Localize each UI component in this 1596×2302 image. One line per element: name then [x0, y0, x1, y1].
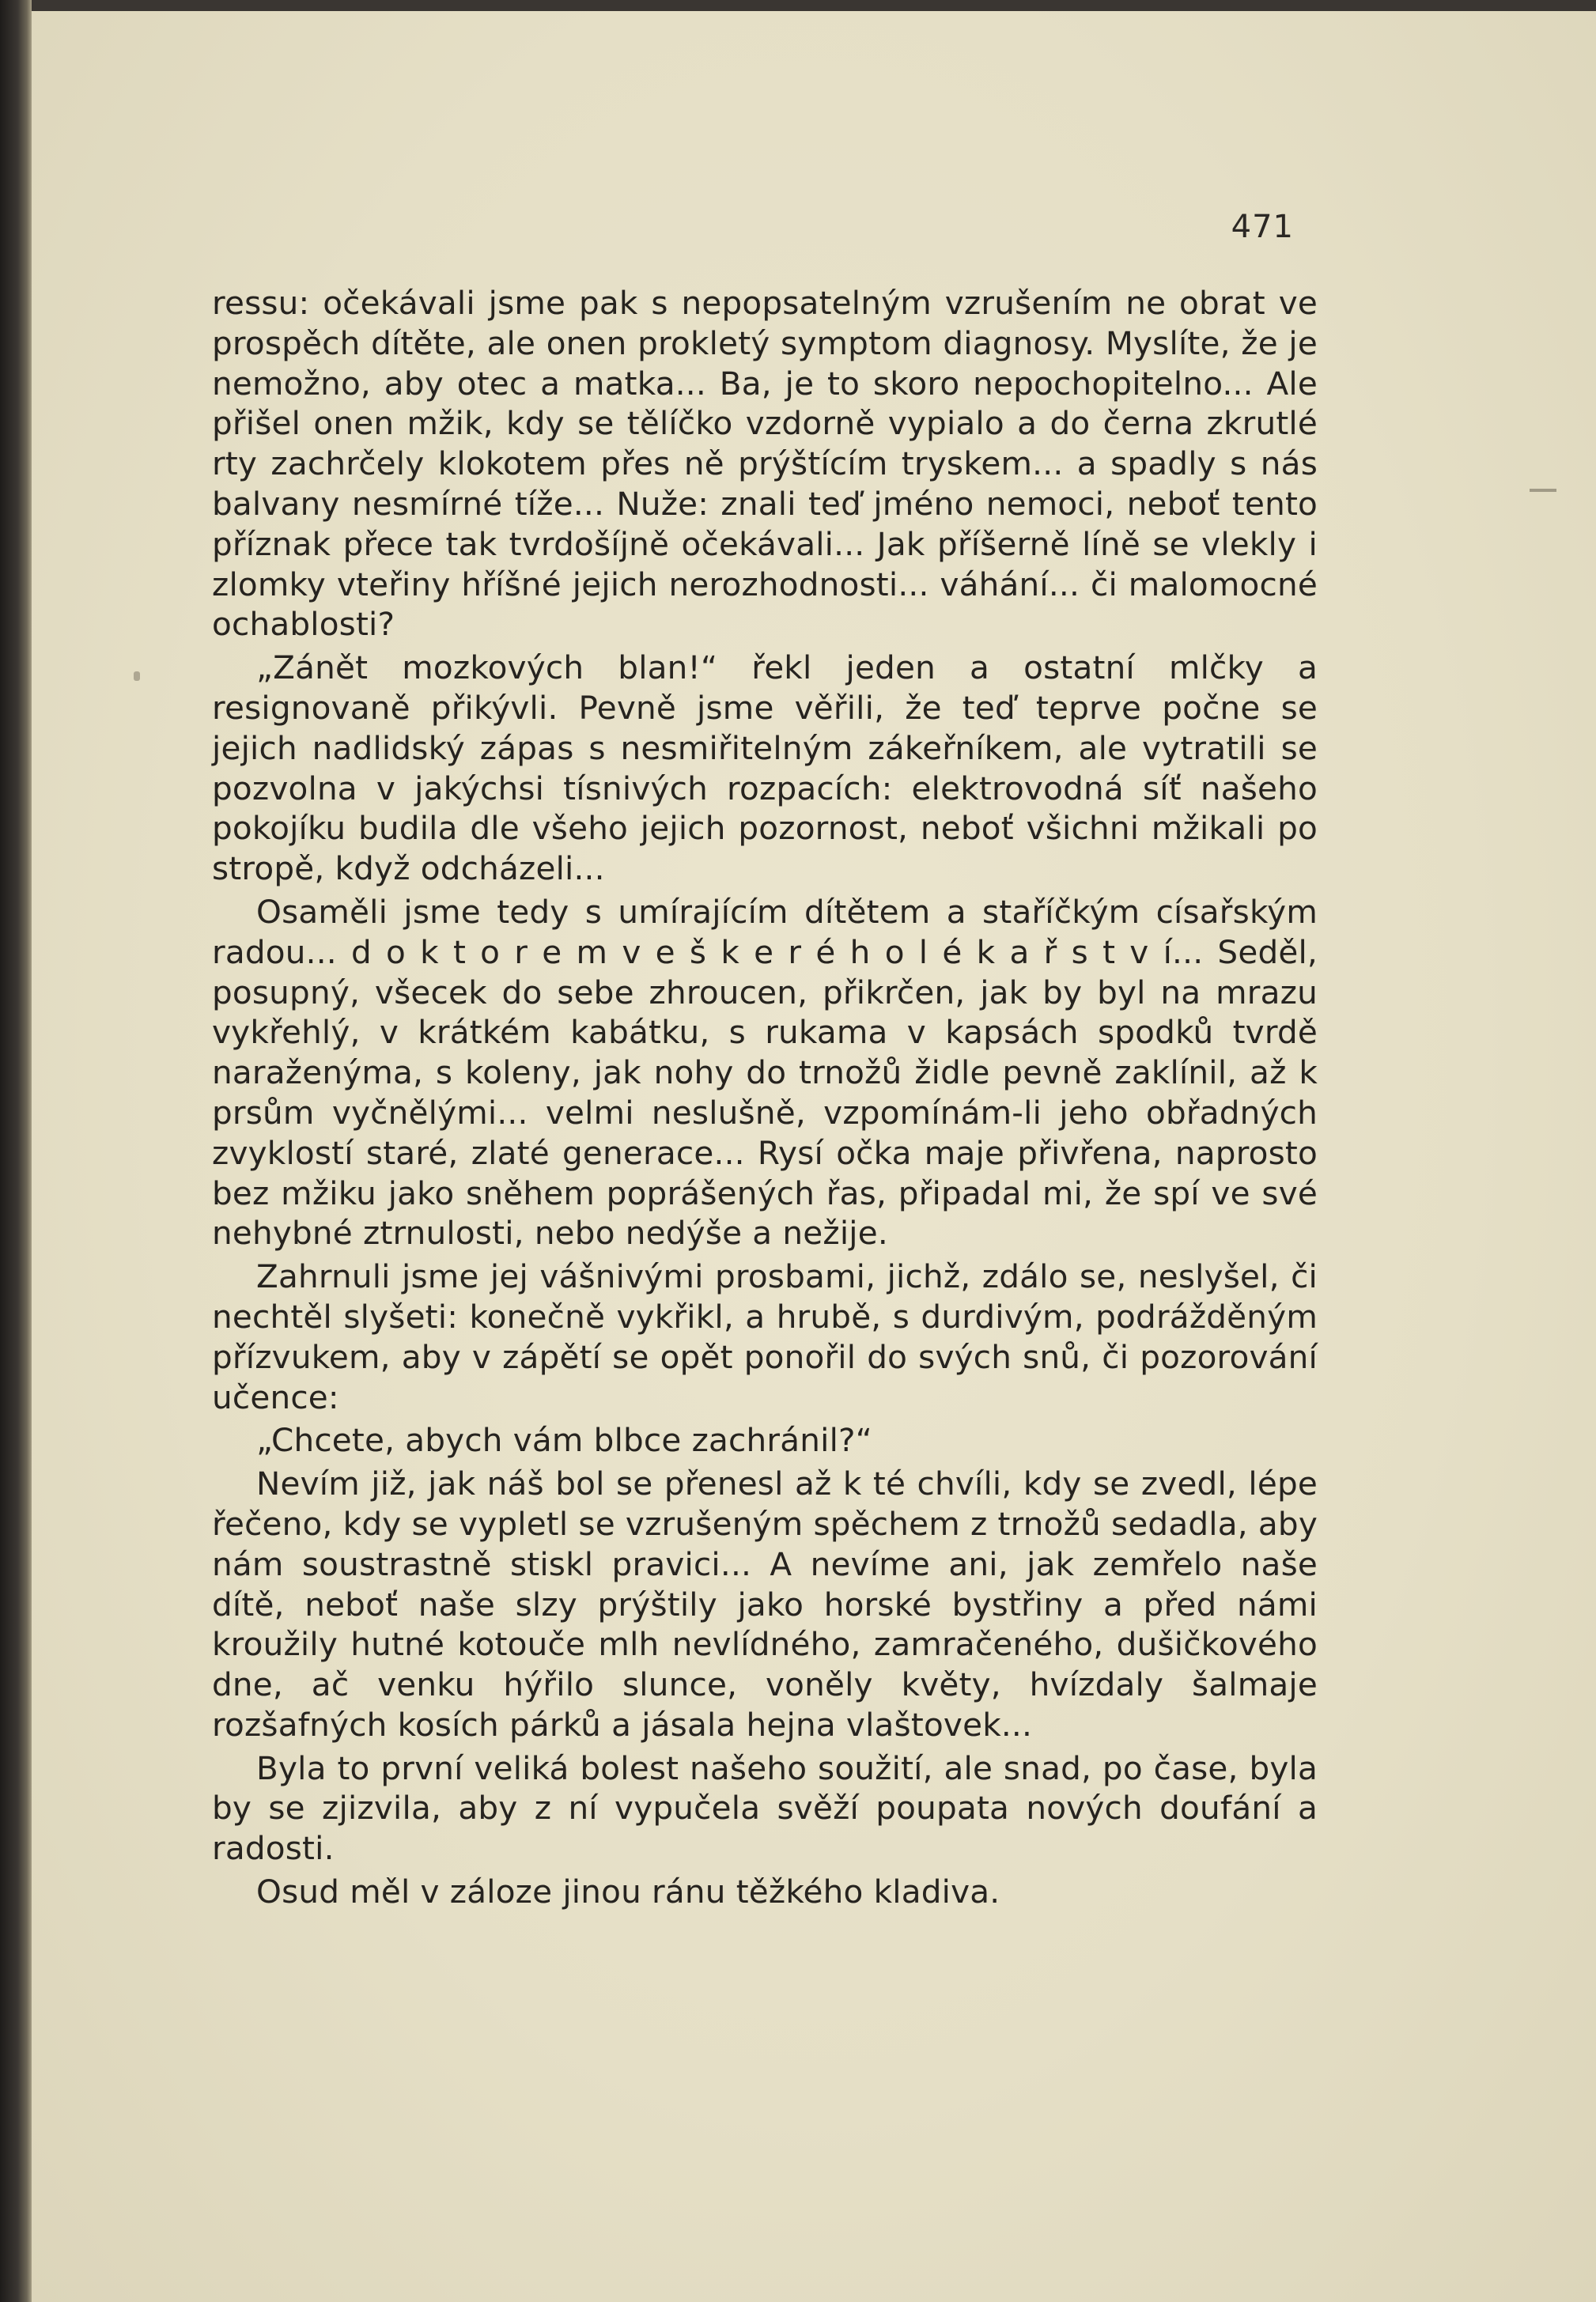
page-number: 471: [1231, 209, 1294, 245]
paragraph-4: Zahrnuli jsme jej vášnivými prosbami, jichž, zdálo se, neslyšel, či nechtěl slyšeti: konečně vykřikl, a hrubě, s durdivým, podrážděným přízvukem, aby v zápětí se opět ponořil do svých snů, či pozorování učence:: [212, 1257, 1318, 1416]
book-spine-shadow: [0, 0, 32, 2302]
paragraph-5: „Chcete, abych vám blbce zachránil?“: [256, 1421, 872, 1460]
body-text: [212, 283, 1318, 1915]
paragraph-3: Osaměli jsme tedy s umírajícím dítětem a staříčkým císařským radou... d o k t o r e m v e š k e r é h o l é k a ř s t v í... Seděl, posupný, všecek do sebe zhroucen, přikrčen, jak by byl na mrazu vykřehlý, v krátkém kabátku, s rukama v kapsách spodků tvrdě naraženýma, s koleny, jak nohy do trnožů židle pevně zaklínil, až k prsům vyčnělými... velmi neslušně, vzpomínám-li jeho obřadných zvyklostí staré, zlaté generace... Rysí očka maje přivřena, naprosto bez mžiku jako sněhem poprášených řas, připadal mi, že spí ve své nehybné ztrnulosti, nebo nedýše a nežije.: [212, 892, 1318, 1253]
paper-speck: [134, 671, 140, 681]
paragraph-7: Byla to první veliká bolest našeho soužití, ale snad, po čase, byla by se zjizvila, aby z ní vypučela svěží poupata nových doufání a radosti.: [212, 1748, 1318, 1868]
paragraph-1: ressu: očekávali jsme pak s nepopsatelným vzrušením ne obrat ve prospěch dítěte, ale onen prokletý symptom diagnosy. Myslíte, že je nemožno, aby otec a matka... Ba, je to skoro nepochopitelno... Ale přišel onen mžik, kdy se tělíčko vzdorně vypialo a do černa zkrutlé rty zachrčely klokotem přes ně prýštícím tryskem... a spadly s nás balvany nesmírné tíže... Nuže: znali teď jméno nemoci, neboť tento příznak přece tak tvrdošíjně očekávali... Jak příšerně líně se vlekly i zlomky vteřiny hříšné jejich nerozhodnosti... váhání... či malomocné ochablosti?: [212, 284, 1318, 644]
paragraph-8: Osud měl v záloze jinou ránu těžkého kladiva.: [256, 1873, 1000, 1911]
margin-mark: [1530, 489, 1556, 492]
paragraph-2: „Zánět mozkových blan!“ řekl jeden a ostatní mlčky a resignovaně přikývli. Pevně jsme věřili, že teď teprve počne se jejich nadlidský zápas s nesmiřitelným zákeřníkem, ale vytratili se pozvolna v jakýchsi tísnivých rozpacích: elektrovodná síť našeho pokojíku budila dle všeho jejich pozornost, neboť všichni mžikali po stropě, když odcházeli...: [212, 648, 1318, 888]
paragraph-6: Nevím již, jak náš bol se přenesl až k té chvíli, kdy se zvedl, lépe řečeno, kdy se vypletl se vzrušeným spěchem z trnožů sedadla, aby nám soustrastně stiskl pravici... A nevíme ani, jak zemřelo naše dítě, neboť naše slzy prýštily jako horské bystřiny a před námi kroužily hutné kotouče mlh nevlídného, zamračeného, dušičkového dne, ač venku hýřilo slunce, voněly květy, hvízdaly šalmaje rozšafných kosích párků a jásala hejna vlaštovek...: [212, 1465, 1318, 1744]
book-page: [32, 11, 1596, 2302]
